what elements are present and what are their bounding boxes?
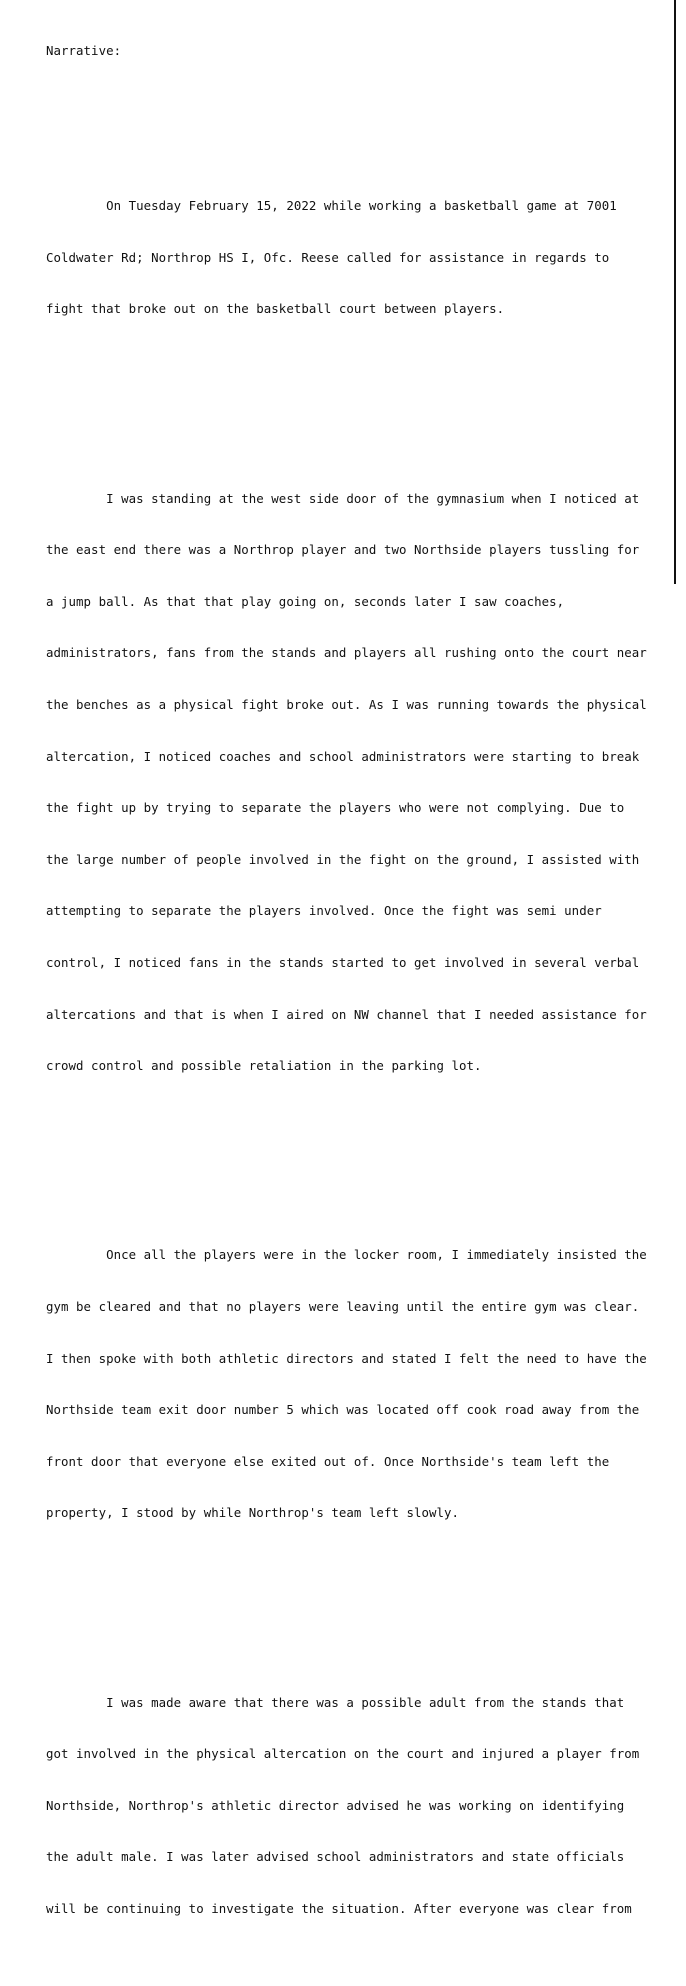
blank-line: [46, 386, 668, 403]
text-line: Coldwater Rd; Northrop HS I, Ofc. Reese called for assistance in regards to: [46, 249, 610, 265]
paragraph-2: [46, 455, 668, 1109]
paragraph-3: [46, 1212, 668, 1556]
text-line: crowd control and possible retaliation in the parking lot.: [46, 1058, 482, 1074]
text-line: Northside team exit door number 5 which was located off cook road away from the: [46, 1402, 640, 1418]
blank-line: [46, 1143, 668, 1160]
text-line: altercations and that is when I aired on NW channel that I needed assistance for: [46, 1006, 647, 1022]
text-line: gym be cleared and that no players were leaving until the entire gym was clear.: [46, 1298, 640, 1314]
text-line: front door that everyone else exited out of. Once Northside's team left the: [46, 1453, 610, 1469]
text-line: attempting to separate the players involved. Once the fight was semi under: [46, 903, 602, 919]
text-line: administrators, fans from the stands and players all rushing onto the court near: [46, 645, 647, 661]
text-line: the adult male. I was later advised school administrators and state officials: [46, 1849, 625, 1865]
text-line: fight that broke out on the basketball court between players.: [46, 301, 505, 317]
text-line: the east end there was a Northrop player and two Northside players tussling for: [46, 542, 640, 558]
text-line: got involved in the physical altercation on the court and injured a player from: [46, 1746, 640, 1762]
narrative-heading: Narrative:: [46, 43, 122, 59]
text-line: a jump ball. As that that play going on, seconds later I saw coaches,: [46, 593, 565, 609]
narrative-text: [46, 8, 668, 1986]
blank-line: [46, 94, 668, 111]
text-line: the large number of people involved in the fight on the ground, I assisted with: [46, 851, 640, 867]
text-line: the fight up by trying to separate the players who were not complying. Due to: [46, 800, 625, 816]
text-line: I then spoke with both athletic directors and stated I felt the need to have the: [46, 1350, 647, 1366]
text-line: will be continuing to investigate the situation. After everyone was clear from: [46, 1900, 632, 1916]
page-border-line: [674, 0, 676, 584]
text-line: control, I noticed fans in the stands started to get involved in several verbal: [46, 954, 640, 970]
text-line: I was standing at the west side door of the gymnasium when I noticed at: [46, 490, 640, 506]
text-line: I was made aware that there was a possible adult from the stands that: [46, 1694, 625, 1710]
text-line: Once all the players were in the locker room, I immediately insisted the: [46, 1247, 647, 1263]
paragraph-4: [46, 1659, 668, 1951]
text-line: On Tuesday February 15, 2022 while working a basketball game at 7001: [46, 198, 617, 214]
text-line: property, I stood by while Northrop's team left slowly.: [46, 1505, 460, 1521]
text-line: Northside, Northrop's athletic director advised he was working on identifying: [46, 1797, 625, 1813]
blank-line: [46, 1590, 668, 1607]
text-line: the benches as a physical fight broke out. As I was running towards the physical: [46, 696, 647, 712]
paragraph-1: [46, 163, 668, 352]
text-line: altercation, I noticed coaches and school administrators were starting to break: [46, 748, 640, 764]
